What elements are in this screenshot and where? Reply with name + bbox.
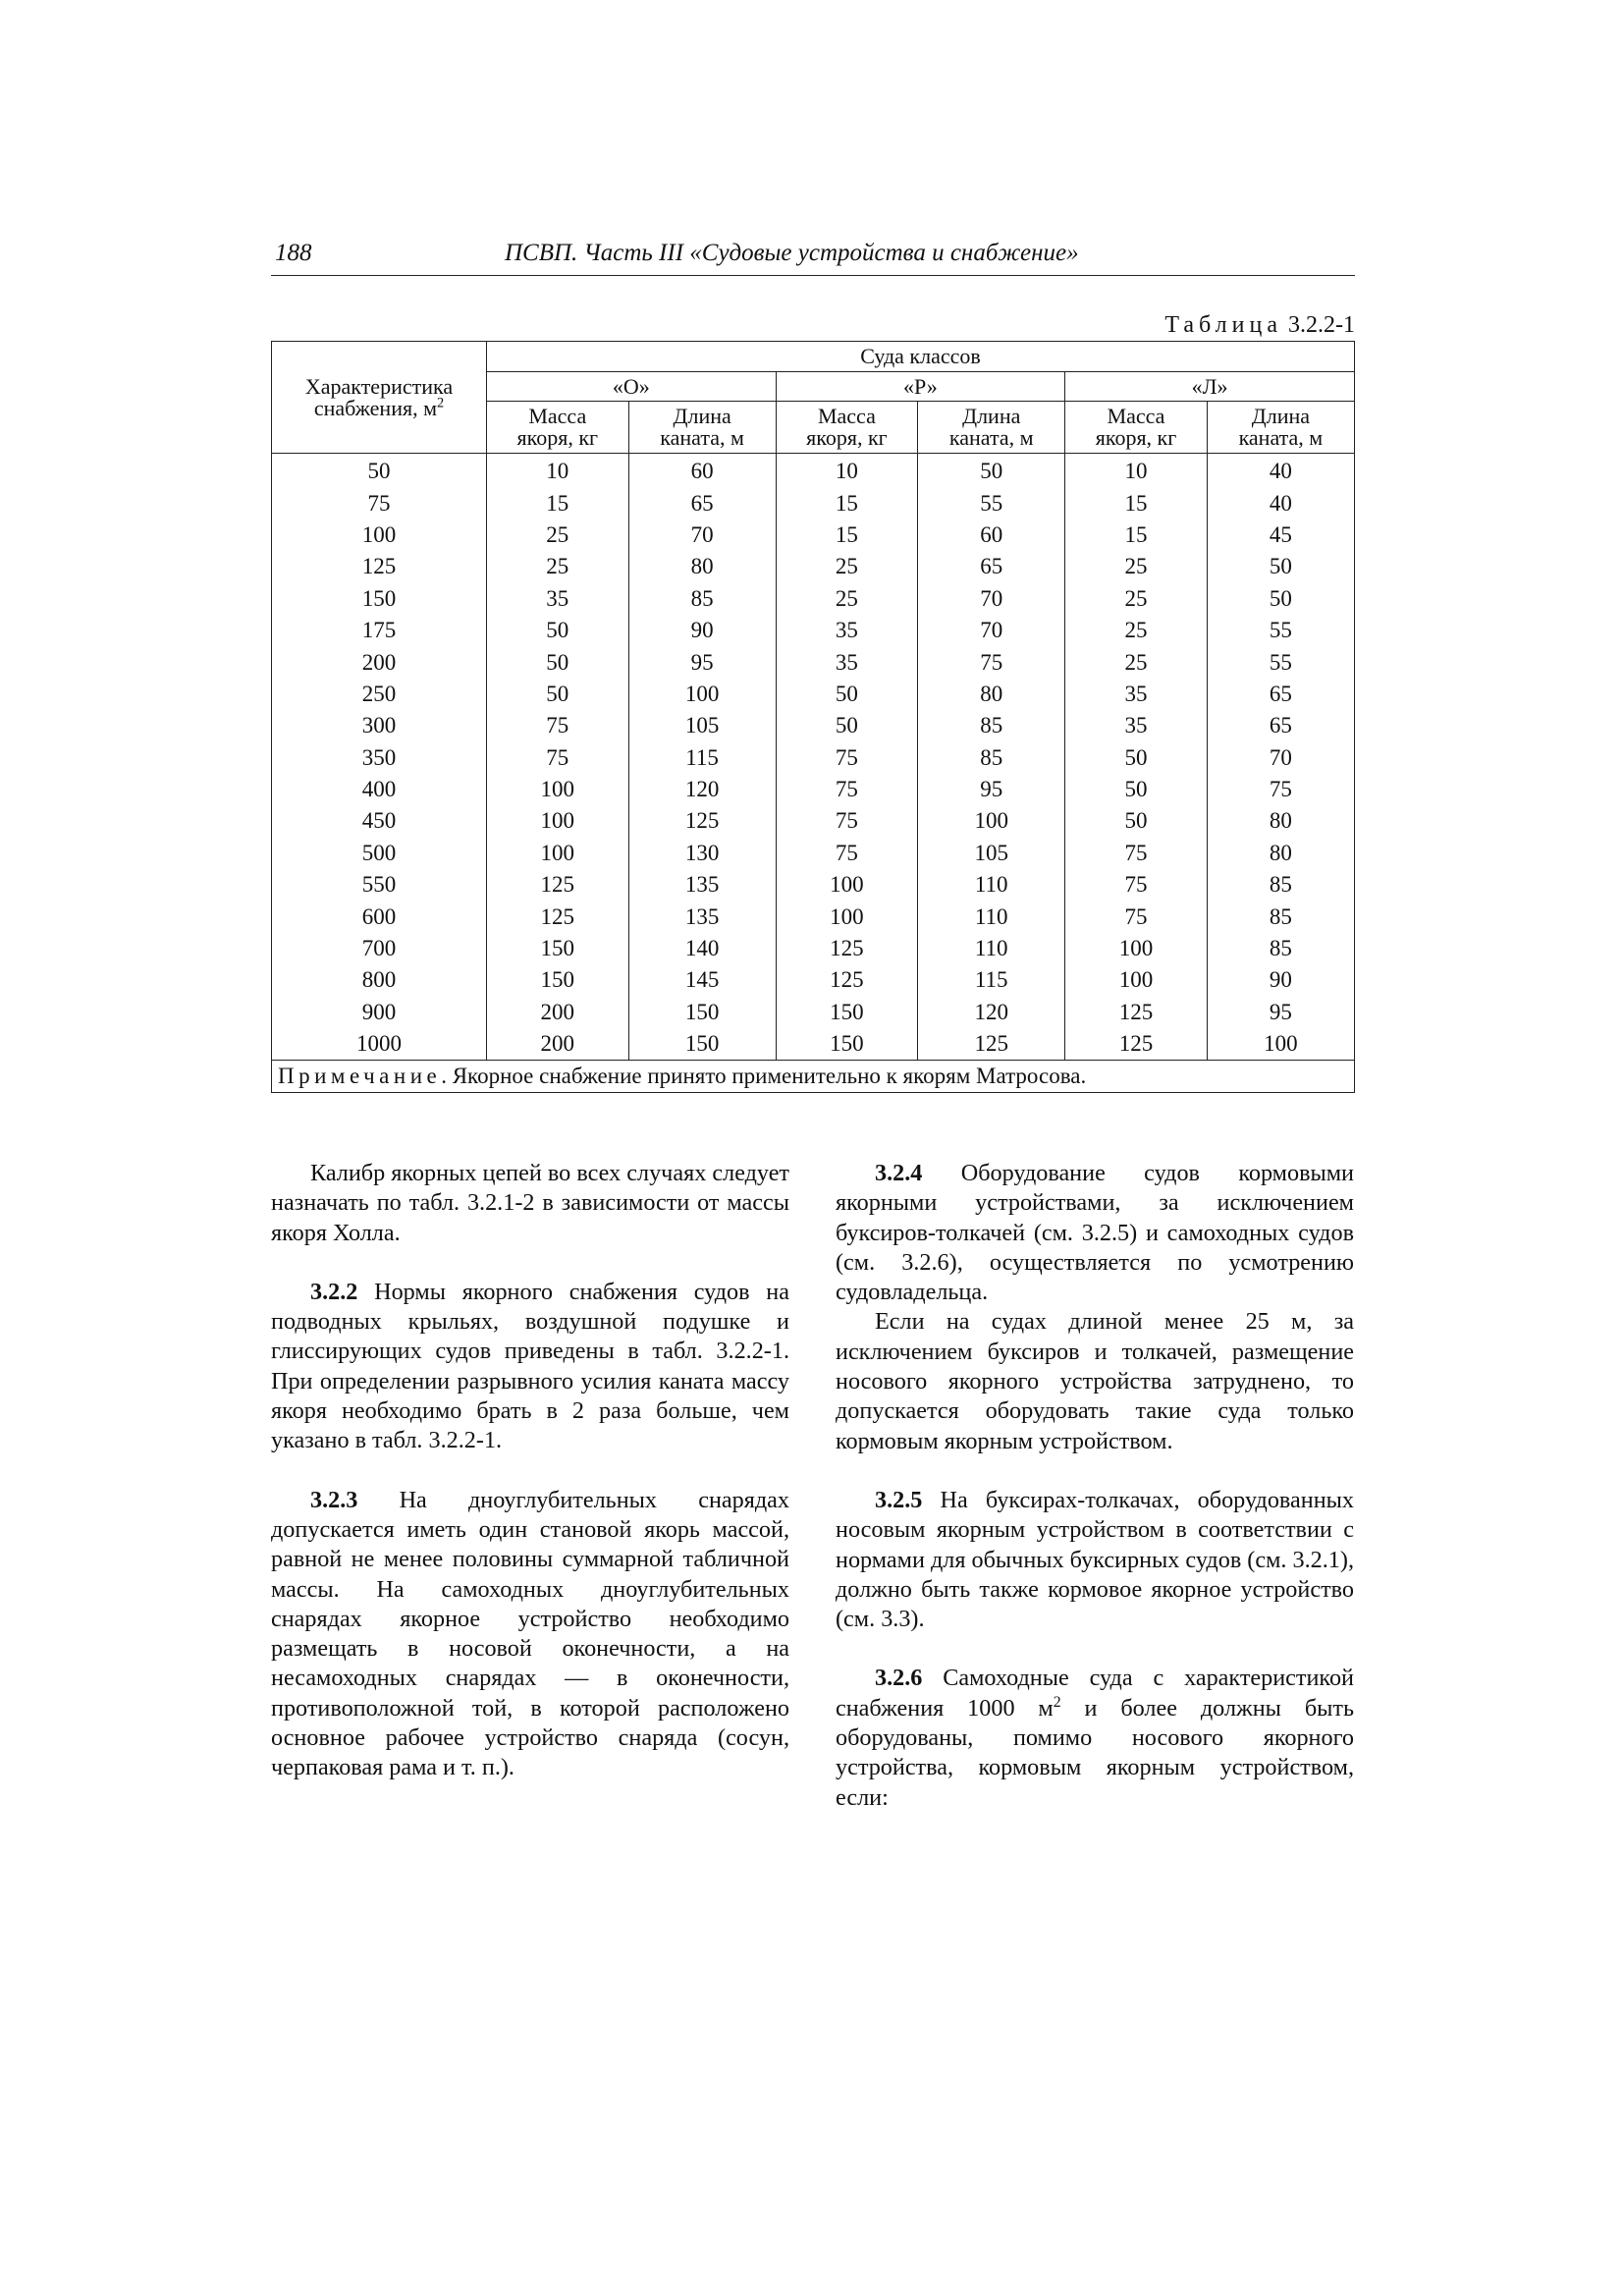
table-cell: 100 bbox=[776, 901, 918, 932]
table-cell: 125 bbox=[1065, 997, 1208, 1028]
running-head bbox=[271, 240, 1355, 276]
paragraph-3-2-6: 3.2.6 Самоходные суда с характеристикой снабжения 1000 $м^2$ и более должны быть оборудованы, помимо носового якорного устройства, кормовым якорным устройством, если: bbox=[836, 1665, 1354, 1811]
header-vessel-classes: Суда классов bbox=[487, 342, 1355, 372]
table-caption-word: Таблица bbox=[1164, 312, 1282, 338]
cell-characteristic: 400 bbox=[272, 774, 487, 805]
table-row bbox=[272, 583, 1355, 615]
table-cell: 75 bbox=[487, 742, 629, 774]
table-cell: 50 bbox=[1065, 742, 1208, 774]
table-cell: 110 bbox=[918, 933, 1065, 964]
table-cell: 125 bbox=[628, 805, 776, 837]
table-cell: 80 bbox=[1207, 838, 1354, 869]
table-cell: 75 bbox=[776, 838, 918, 869]
table-cell: 100 bbox=[776, 869, 918, 901]
table-cell: 100 bbox=[487, 774, 629, 805]
table-cell: 80 bbox=[1207, 805, 1354, 837]
header-class-l: «Л» bbox=[1065, 372, 1355, 402]
table-cell: 80 bbox=[628, 551, 776, 582]
table-cell: 125 bbox=[487, 901, 629, 932]
table-cell: 50 bbox=[776, 679, 918, 710]
table-cell: 200 bbox=[487, 1028, 629, 1061]
table-cell: 75 bbox=[1065, 869, 1208, 901]
table-cell: 70 bbox=[628, 519, 776, 551]
cell-characteristic: 500 bbox=[272, 838, 487, 869]
cell-characteristic: 450 bbox=[272, 805, 487, 837]
running-title: ПСВП. Часть III «Судовые устройства и снабжение» bbox=[505, 240, 1079, 266]
paragraph-3-2-4: 3.2.4 Оборудование судов кормовыми якорными устройствами, за исключением буксиров-толкачей (см. 3.2.5) и самоходных судов (см. 3.2.6), осуществляется по усмотрению судовладельца. bbox=[836, 1160, 1354, 1306]
table-row bbox=[272, 487, 1355, 519]
cell-characteristic: 600 bbox=[272, 901, 487, 932]
paragraph-3-2-5: 3.2.5 На буксирах-толкачах, оборудованных носовым якорным устройством в соответствии с нормами для обычных буксирных судов (см. 3.2.1), должно быть также кормовое якорное устройство (см. 3.3). bbox=[836, 1486, 1354, 1633]
table-cell: 85 bbox=[628, 583, 776, 615]
header-rope-length: Длина каната, м bbox=[918, 402, 1065, 454]
table-cell: 75 bbox=[487, 710, 629, 741]
table-cell: 70 bbox=[918, 615, 1065, 646]
table-cell: 35 bbox=[1065, 710, 1208, 741]
table-cell: 10 bbox=[1065, 454, 1208, 488]
section-number: 3.2.3 bbox=[310, 1486, 358, 1513]
table-cell: 70 bbox=[1207, 742, 1354, 774]
table-cell: 50 bbox=[487, 679, 629, 710]
anchor-supply-table bbox=[271, 341, 1355, 1093]
table-cell: 55 bbox=[1207, 646, 1354, 678]
table-cell: 100 bbox=[1065, 933, 1208, 964]
cell-characteristic: 250 bbox=[272, 679, 487, 710]
table-note bbox=[272, 1061, 1355, 1093]
table-cell: 100 bbox=[918, 805, 1065, 837]
table-cell: 50 bbox=[1207, 551, 1354, 582]
cell-characteristic: 550 bbox=[272, 869, 487, 901]
table-cell: 55 bbox=[1207, 615, 1354, 646]
table-cell: 35 bbox=[1065, 679, 1208, 710]
note-text: . Якорное снабжение принято применительно к якорям Матросова. bbox=[441, 1064, 1087, 1089]
table-cell: 15 bbox=[776, 487, 918, 519]
cell-characteristic: 50 bbox=[272, 454, 487, 488]
cell-characteristic: 200 bbox=[272, 646, 487, 678]
header-anchor-mass: Масса якоря, кг bbox=[776, 402, 918, 454]
cell-characteristic: 175 bbox=[272, 615, 487, 646]
table-cell: 95 bbox=[1207, 997, 1354, 1028]
table-row bbox=[272, 997, 1355, 1028]
header-rope-length: Длина каната, м bbox=[1207, 402, 1354, 454]
table-cell: 75 bbox=[776, 774, 918, 805]
paragraph-3-2-4-cont: Если на судах длиной менее 25 м, за исключением буксиров и толкачей, размещение носового якорного устройства затруднено, то допускается оборудовать такие суда только кормовым якорным устройством. bbox=[836, 1308, 1354, 1454]
page-number: 188 bbox=[275, 240, 312, 266]
right-column bbox=[836, 1159, 1354, 1813]
table-cell: 150 bbox=[776, 1028, 918, 1061]
table-cell: 75 bbox=[1065, 901, 1208, 932]
table-cell: 115 bbox=[628, 742, 776, 774]
table-cell: 125 bbox=[776, 964, 918, 996]
note-label: Примечание bbox=[278, 1064, 442, 1089]
table-cell: 50 bbox=[1207, 583, 1354, 615]
table-cell: 135 bbox=[628, 901, 776, 932]
paragraph-chain-caliber: Калибр якорных цепей во всех случаях следует назначать по табл. 3.2.1-2 в зависимости от массы якоря Холла. bbox=[271, 1160, 789, 1246]
table-cell: 105 bbox=[628, 710, 776, 741]
header-characteristic: Характеристика снабжения, $м^2$ bbox=[272, 342, 487, 454]
table-cell: 60 bbox=[918, 519, 1065, 551]
table-cell: 25 bbox=[1065, 615, 1208, 646]
table-cell: 130 bbox=[628, 838, 776, 869]
cell-characteristic: 75 bbox=[272, 487, 487, 519]
table-cell: 100 bbox=[1065, 964, 1208, 996]
table-row bbox=[272, 869, 1355, 901]
table-cell: 75 bbox=[776, 742, 918, 774]
table-cell: 95 bbox=[628, 646, 776, 678]
table-cell: 50 bbox=[1065, 774, 1208, 805]
table-cell: 120 bbox=[628, 774, 776, 805]
table-cell: 15 bbox=[1065, 487, 1208, 519]
table-row bbox=[272, 646, 1355, 678]
table-cell: 150 bbox=[776, 997, 918, 1028]
header-anchor-mass: Масса якоря, кг bbox=[1065, 402, 1208, 454]
paragraph-3-2-2: 3.2.2 Нормы якорного снабжения судов на подводных крыльях, воздушной подушке и глиссирующих судов приведены в табл. 3.2.2-1. При определении разрывного усилия каната массу якоря необходимо брать в 2 раза больше, чем указано в табл. 3.2.2-1. bbox=[271, 1278, 789, 1454]
table-cell: 25 bbox=[1065, 646, 1208, 678]
header-anchor-mass: Масса якоря, кг bbox=[487, 402, 629, 454]
table-cell: 55 bbox=[918, 487, 1065, 519]
table-cell: 150 bbox=[628, 997, 776, 1028]
cell-characteristic: 1000 bbox=[272, 1028, 487, 1061]
table-cell: 15 bbox=[487, 487, 629, 519]
table-cell: 135 bbox=[628, 869, 776, 901]
table-row bbox=[272, 774, 1355, 805]
table-cell: 65 bbox=[628, 487, 776, 519]
table-row bbox=[272, 679, 1355, 710]
table-cell: 65 bbox=[1207, 710, 1354, 741]
table-cell: 125 bbox=[1065, 1028, 1208, 1061]
table-cell: 35 bbox=[776, 615, 918, 646]
table-cell: 85 bbox=[918, 710, 1065, 741]
cell-characteristic: 300 bbox=[272, 710, 487, 741]
table-cell: 90 bbox=[628, 615, 776, 646]
table-cell: 140 bbox=[628, 933, 776, 964]
table-cell: 15 bbox=[1065, 519, 1208, 551]
table-cell: 50 bbox=[487, 646, 629, 678]
table-cell: 200 bbox=[487, 997, 629, 1028]
table-caption-number: 3.2.2-1 bbox=[1288, 312, 1355, 338]
table-row bbox=[272, 454, 1355, 488]
table-row bbox=[272, 519, 1355, 551]
table-cell: 35 bbox=[487, 583, 629, 615]
table-row bbox=[272, 551, 1355, 582]
table-cell: 100 bbox=[487, 805, 629, 837]
table-row bbox=[272, 742, 1355, 774]
table-cell: 125 bbox=[487, 869, 629, 901]
table-cell: 75 bbox=[1065, 838, 1208, 869]
table-cell: 70 bbox=[918, 583, 1065, 615]
table-cell: 115 bbox=[918, 964, 1065, 996]
header-class-o: «О» bbox=[487, 372, 777, 402]
cell-characteristic: 100 bbox=[272, 519, 487, 551]
section-number: 3.2.5 bbox=[875, 1486, 923, 1513]
cell-characteristic: 900 bbox=[272, 997, 487, 1028]
table-cell: 25 bbox=[1065, 583, 1208, 615]
table-cell: 50 bbox=[918, 454, 1065, 488]
table-row bbox=[272, 901, 1355, 932]
table-cell: 120 bbox=[918, 997, 1065, 1028]
table-cell: 35 bbox=[776, 646, 918, 678]
header-rope-length: Длина каната, м bbox=[628, 402, 776, 454]
header-class-r: «Р» bbox=[776, 372, 1065, 402]
table-cell: 150 bbox=[487, 933, 629, 964]
table-cell: 50 bbox=[1065, 805, 1208, 837]
table-row bbox=[272, 615, 1355, 646]
table-cell: 25 bbox=[776, 583, 918, 615]
table-cell: 125 bbox=[918, 1028, 1065, 1061]
table-cell: 25 bbox=[487, 551, 629, 582]
table-cell: 75 bbox=[1207, 774, 1354, 805]
table-cell: 10 bbox=[776, 454, 918, 488]
table-cell: 75 bbox=[776, 805, 918, 837]
table-caption bbox=[1164, 312, 1355, 339]
table-row bbox=[272, 838, 1355, 869]
table-body bbox=[272, 454, 1355, 1061]
table-cell: 50 bbox=[487, 615, 629, 646]
table-cell: 85 bbox=[1207, 869, 1354, 901]
section-number: 3.2.6 bbox=[875, 1665, 923, 1692]
table-cell: 85 bbox=[1207, 933, 1354, 964]
table-cell: 150 bbox=[487, 964, 629, 996]
table-row bbox=[272, 1028, 1355, 1061]
table-cell: 45 bbox=[1207, 519, 1354, 551]
table-cell: 40 bbox=[1207, 487, 1354, 519]
table-row bbox=[272, 805, 1355, 837]
table-row bbox=[272, 710, 1355, 741]
table-cell: 110 bbox=[918, 901, 1065, 932]
table-cell: 60 bbox=[628, 454, 776, 488]
cell-characteristic: 350 bbox=[272, 742, 487, 774]
table-cell: 100 bbox=[487, 838, 629, 869]
table-cell: 15 bbox=[776, 519, 918, 551]
cell-characteristic: 150 bbox=[272, 583, 487, 615]
table-cell: 85 bbox=[918, 742, 1065, 774]
cell-characteristic: 700 bbox=[272, 933, 487, 964]
table-cell: 75 bbox=[918, 646, 1065, 678]
cell-characteristic: 125 bbox=[272, 551, 487, 582]
cell-characteristic: 800 bbox=[272, 964, 487, 996]
table-cell: 80 bbox=[918, 679, 1065, 710]
table-cell: 65 bbox=[918, 551, 1065, 582]
table-cell: 125 bbox=[776, 933, 918, 964]
paragraph-3-2-3: 3.2.3 На дноуглубительных снарядах допускается иметь один становой якорь массой, равной не менее половины суммарной табличной массы. На самоходных дноуглубительных снарядах якорное устройство необходимо размещать в носовой оконечности, а на несамоходных снарядах — в оконечности, противоположной той, в которой расположено основное рабочее устройство снаряда (сосун, черпаковая рама и т. п.). bbox=[271, 1486, 789, 1781]
table-cell: 95 bbox=[918, 774, 1065, 805]
section-number: 3.2.2 bbox=[310, 1278, 358, 1305]
table-row bbox=[272, 964, 1355, 996]
table-cell: 65 bbox=[1207, 679, 1354, 710]
left-column bbox=[271, 1159, 789, 1783]
table-row bbox=[272, 933, 1355, 964]
table-cell: 105 bbox=[918, 838, 1065, 869]
table-cell: 25 bbox=[487, 519, 629, 551]
table-cell: 150 bbox=[628, 1028, 776, 1061]
table-cell: 10 bbox=[487, 454, 629, 488]
table-cell: 40 bbox=[1207, 454, 1354, 488]
section-number: 3.2.4 bbox=[875, 1160, 923, 1186]
table-cell: 85 bbox=[1207, 901, 1354, 932]
table-cell: 50 bbox=[776, 710, 918, 741]
table-cell: 25 bbox=[1065, 551, 1208, 582]
table-cell: 90 bbox=[1207, 964, 1354, 996]
table-cell: 145 bbox=[628, 964, 776, 996]
table-cell: 100 bbox=[628, 679, 776, 710]
table-cell: 25 bbox=[776, 551, 918, 582]
table-cell: 110 bbox=[918, 869, 1065, 901]
table-cell: 100 bbox=[1207, 1028, 1354, 1061]
